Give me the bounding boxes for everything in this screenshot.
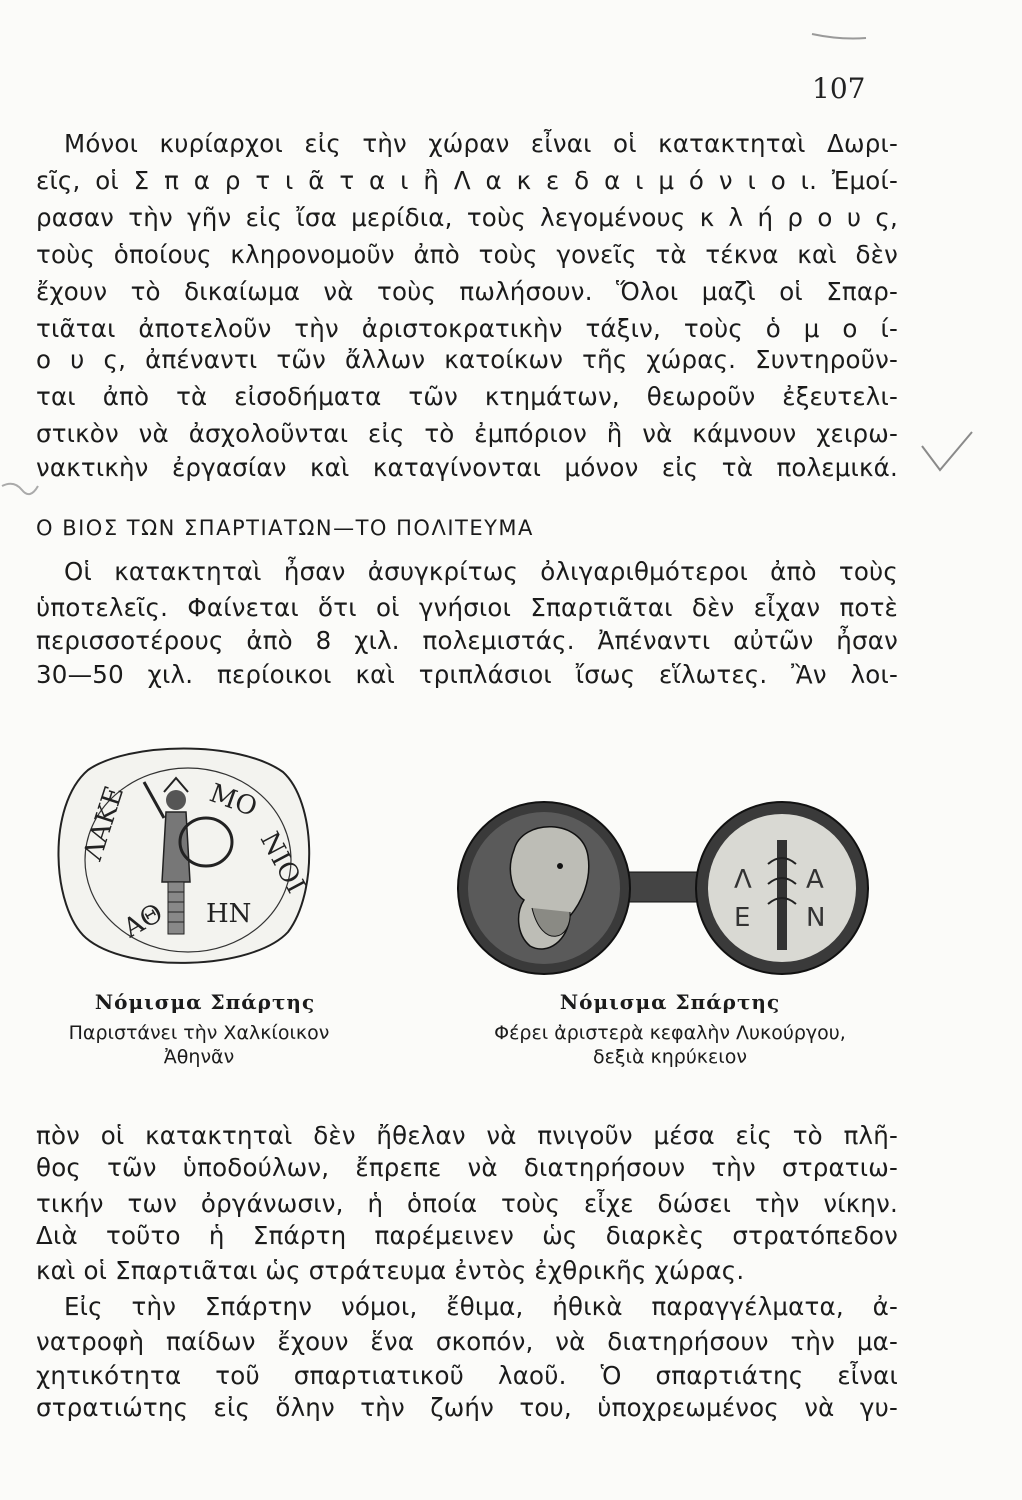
svg-text:Ν: Ν [806, 903, 826, 933]
text-line: ρασαν τὴν γῆν εἰς ἴσα μερίδια, τοὺς λεγομένους κ λ ή ρ ο υ ς, [36, 203, 898, 232]
text-line: τιᾶται ἀποτελοῦν τὴν ἀριστοκρατικὴν τάξιν, τοὺς ὁ μ ο ί- [36, 314, 898, 343]
text-line: 30—50 χιλ. περίοικοι καὶ τριπλάσιοι ἴσως εἵλωτες. Ἂν λοι- [36, 660, 898, 689]
text-line: ο υ ς, ἀπέναντι τῶν ἄλλων κατοίκων τῆς χώρας. Συντηροῦν- [36, 345, 898, 374]
text-line: ἔχουν τὸ δικαίωμα νὰ τοὺς πωλήσουν. Ὅλοι μαζὶ οἱ Σπαρ- [36, 277, 898, 306]
check-mark-icon [918, 428, 978, 478]
svg-text:ΛΑΚΕ: ΛΑΚΕ [78, 782, 131, 865]
text-line: Μόνοι κυρίαρχοι εἰς τὴν χώραν εἶναι οἱ κατακτηταὶ Δωρι- [64, 129, 898, 158]
text-line: θος τῶν ὑποδούλων, ἔπρεπε νὰ διατηρήσουν τὴν στρατιω- [36, 1153, 898, 1182]
text-line: εῖς, οἱ Σ π α ρ τ ι ᾶ τ α ι ἢ Λ α κ ε δ α ι μ ό ν ι ο ι. Ἐμοί- [36, 166, 898, 195]
text-line: ται ἀπὸ τὰ εἰσοδήματα τῶν κτημάτων, θεωροῦν ἐξευτελι- [36, 382, 898, 411]
spartan-coin-lycurgus-figure [452, 800, 872, 980]
svg-text:ΝΙΟΙ: ΝΙΟΙ [253, 827, 311, 899]
pencil-mark-top [810, 26, 870, 46]
figure-left-caption-line: Ἀθηνᾶν [163, 1046, 235, 1068]
section-heading: Ο ΒΙΟΣ ΤΩΝ ΣΠΑΡΤΙΑΤΩΝ—ΤΟ ΠΟΛΙΤΕΥΜΑ [36, 516, 534, 540]
figure-right-caption-line: δεξιὰ κηρύκειον [593, 1046, 747, 1068]
text-line: τικήν των ὀργάνωσιν, ἡ ὁποία τοὺς εἶχε δώσει τὴν νίκην. [36, 1189, 898, 1218]
text-line: Οἱ κατακτηταὶ ἦσαν ἀσυγκρίτως ὀλιγαριθμότεροι ἀπὸ τοὺς [64, 557, 898, 586]
figure-right-caption-line: Φέρει ἀριστερὰ κεφαλὴν Λυκούργου, [494, 1022, 846, 1044]
text-line: στρατιώτης εἰς ὅλην τὴν ζωήν του, ὑποχρεωμένος νὰ γυ- [36, 1393, 898, 1422]
figure-left-title: Νόμισμα Σπάρτης [94, 990, 316, 1014]
svg-text:ΜΟ: ΜΟ [205, 778, 261, 823]
text-line: Διὰ τοῦτο ἡ Σπάρτη παρέμεινεν ὡς διαρκὲς στρατόπεδον [36, 1221, 898, 1250]
svg-text:ΑΘ: ΑΘ [118, 898, 169, 945]
pencil-mark-left [0, 478, 40, 498]
svg-text:Λ: Λ [734, 865, 752, 895]
text-line: τοὺς ὁποίους κληρονομοῦν ἀπὸ τοὺς γονεῖς τὰ τέκνα καὶ δὲν [36, 240, 898, 269]
spartan-coin-athena-figure [48, 742, 318, 972]
text-line: χητικότητα τοῦ σπαρτιατικοῦ λαοῦ. Ὁ σπαρτιάτης εἶναι [36, 1361, 898, 1390]
text-line: στικὸν νὰ ἀσχολοῦνται εἰς τὸ ἐμπόριον ἢ νὰ κάμνουν χειρω- [36, 419, 898, 448]
text-line: νατροφὴ παίδων ἔχουν ἕνα σκοπόν, νὰ διατηρήσουν τὴν μα- [36, 1327, 898, 1356]
text-line: Εἰς τὴν Σπάρτην νόμοι, ἔθιμα, ἠθικὰ παραγγέλματα, ἀ- [64, 1292, 898, 1321]
figure-left-caption-line: Παριστάνει τὴν Χαλκίοικον [68, 1022, 330, 1044]
text-line: ὑποτελεῖς. Φαίνεται ὅτι οἱ γνήσιοι Σπαρτιᾶται δὲν εἶχαν ποτὲ [36, 593, 898, 622]
page-number: 107 [812, 72, 866, 105]
svg-text:Ε: Ε [734, 903, 751, 933]
text-line: πὸν οἱ κατακτηταὶ δὲν ἤθελαν νὰ πνιγοῦν μέσα εἰς τὸ πλῆ- [36, 1121, 898, 1150]
figure-right-title: Νόμισμα Σπάρτης [559, 990, 781, 1014]
text-line: νακτικὴν ἐργασίαν καὶ καταγίνονται μόνον εἰς τὰ πολεμικά. [36, 453, 898, 482]
svg-text:Α: Α [806, 865, 824, 895]
svg-text:ΗΝ: ΗΝ [206, 899, 252, 929]
text-line: καὶ οἱ Σπαρτιᾶται ὡς στράτευμα ἐντὸς ἐχθρικῆς χώρας. [36, 1256, 745, 1285]
text-line: περισσοτέρους ἀπὸ 8 χιλ. πολεμιστάς. Ἀπέναντι αὐτῶν ἦσαν [36, 626, 898, 655]
